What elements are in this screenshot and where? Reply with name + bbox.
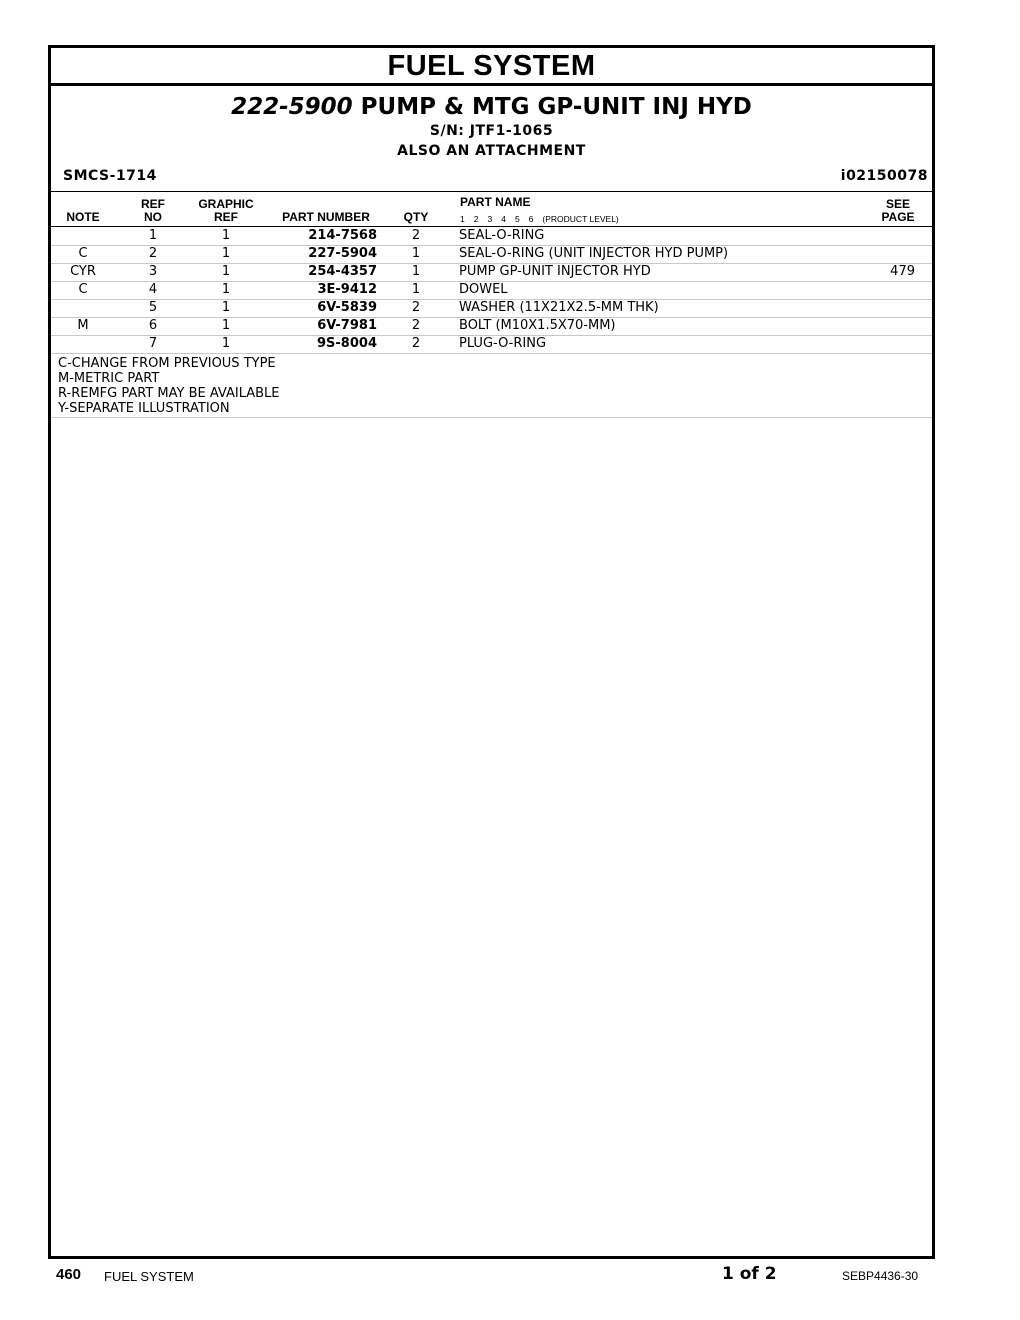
group-name: PUMP & MTG GP-UNIT INJ HYD <box>360 94 752 120</box>
row-qty: 1 <box>411 264 421 279</box>
row-ref-no: 5 <box>148 300 158 315</box>
row-graphic-ref: 1 <box>221 246 231 261</box>
row-note: CYR <box>70 264 96 279</box>
row-part-name: SEAL-O-RING (UNIT INJECTOR HYD PUMP) <box>459 246 729 261</box>
row-qty: 2 <box>411 336 421 351</box>
row-part-number: 254-4357 <box>308 264 377 279</box>
legend-item: M-METRIC PART <box>58 371 160 386</box>
legend-item: Y-SEPARATE ILLUSTRATION <box>58 401 230 416</box>
row-part-name: PUMP GP-UNIT INJECTOR HYD <box>459 264 651 279</box>
table-row <box>51 335 932 354</box>
level-3: 3 <box>487 214 493 224</box>
legend-item: C-CHANGE FROM PREVIOUS TYPE <box>58 356 276 371</box>
row-ref-no: 7 <box>148 336 158 351</box>
header-note: NOTE <box>66 210 100 224</box>
table-row <box>51 245 932 264</box>
level-5: 5 <box>514 214 520 224</box>
row-graphic-ref: 1 <box>221 336 231 351</box>
header-see-page <box>873 198 923 224</box>
table-row <box>51 263 932 282</box>
row-graphic-ref: 1 <box>221 264 231 279</box>
header-graphic-line1: GRAPHIC <box>198 197 254 211</box>
row-see-page: 479 <box>890 264 915 279</box>
level-2: 2 <box>473 214 479 224</box>
level-1: 1 <box>460 214 465 224</box>
legend-rule <box>51 417 932 418</box>
row-part-number: 6V-5839 <box>317 300 377 315</box>
row-qty: 2 <box>411 318 421 333</box>
page-of-count: 1 of 2 <box>722 1264 777 1284</box>
header-see-line2: PAGE <box>881 210 915 224</box>
row-ref-no: 3 <box>148 264 158 279</box>
row-part-name: WASHER (11X21X2.5-MM THK) <box>459 300 659 315</box>
row-qty: 1 <box>411 282 421 297</box>
table-row <box>51 299 932 318</box>
row-graphic-ref: 1 <box>221 228 231 243</box>
header-part-name: PART NAME <box>460 195 531 209</box>
illustration-id: i02150078 <box>840 168 928 184</box>
row-ref-no: 4 <box>148 282 158 297</box>
group-number: 222-5900 <box>231 94 353 120</box>
header-ref-no <box>128 198 178 224</box>
footer-section: FUEL SYSTEM <box>104 1269 194 1284</box>
header-graphic-line2: REF <box>214 210 238 224</box>
product-levels <box>460 214 628 224</box>
table-row <box>51 281 932 300</box>
header-qty: QTY <box>403 210 429 224</box>
document-id: SEBP4436-30 <box>842 1269 919 1283</box>
table-row <box>51 317 932 336</box>
product-level-label: (PRODUCT LEVEL) <box>542 214 619 224</box>
row-qty: 2 <box>411 300 421 315</box>
row-part-number: 6V-7981 <box>317 318 377 333</box>
row-note: C <box>78 282 88 297</box>
note-legend <box>58 356 280 416</box>
level-4: 4 <box>501 214 506 224</box>
row-part-name: PLUG-O-RING <box>459 336 547 351</box>
section-title: FUEL SYSTEM <box>51 48 932 86</box>
page-number: 460 <box>56 1266 82 1283</box>
level-6: 6 <box>528 214 534 224</box>
parts-page-frame <box>48 45 935 1259</box>
group-note: ALSO AN ATTACHMENT <box>397 143 586 159</box>
row-qty: 2 <box>411 228 421 243</box>
row-ref-no: 1 <box>148 228 158 243</box>
header-graphic-ref <box>187 198 265 224</box>
row-note: M <box>77 318 89 333</box>
header-see-line1: SEE <box>885 197 910 211</box>
header-top-rule <box>51 191 932 192</box>
smcs-code: SMCS-1714 <box>63 168 157 184</box>
row-ref-no: 6 <box>148 318 158 333</box>
row-graphic-ref: 1 <box>221 282 231 297</box>
row-note: C <box>78 246 88 261</box>
header-ref-no-line1: REF <box>141 197 165 211</box>
table-row <box>51 227 932 246</box>
row-part-number: 3E-9412 <box>317 282 377 297</box>
serial-number: S/N: JTF1-1065 <box>429 123 554 139</box>
row-part-number: 9S-8004 <box>317 336 377 351</box>
row-graphic-ref: 1 <box>221 318 231 333</box>
header-part-number: PART NUMBER <box>282 210 370 224</box>
row-part-number: 227-5904 <box>308 246 377 261</box>
row-part-number: 214-7568 <box>308 228 377 243</box>
row-part-name: SEAL-O-RING <box>459 228 545 243</box>
row-part-name: DOWEL <box>459 282 508 297</box>
legend-item: R-REMFG PART MAY BE AVAILABLE <box>58 386 280 401</box>
group-title <box>51 94 932 120</box>
header-ref-no-line2: NO <box>144 210 162 224</box>
row-graphic-ref: 1 <box>221 300 231 315</box>
row-part-name: BOLT (M10X1.5X70-MM) <box>459 318 616 333</box>
row-qty: 1 <box>411 246 421 261</box>
row-ref-no: 2 <box>148 246 158 261</box>
